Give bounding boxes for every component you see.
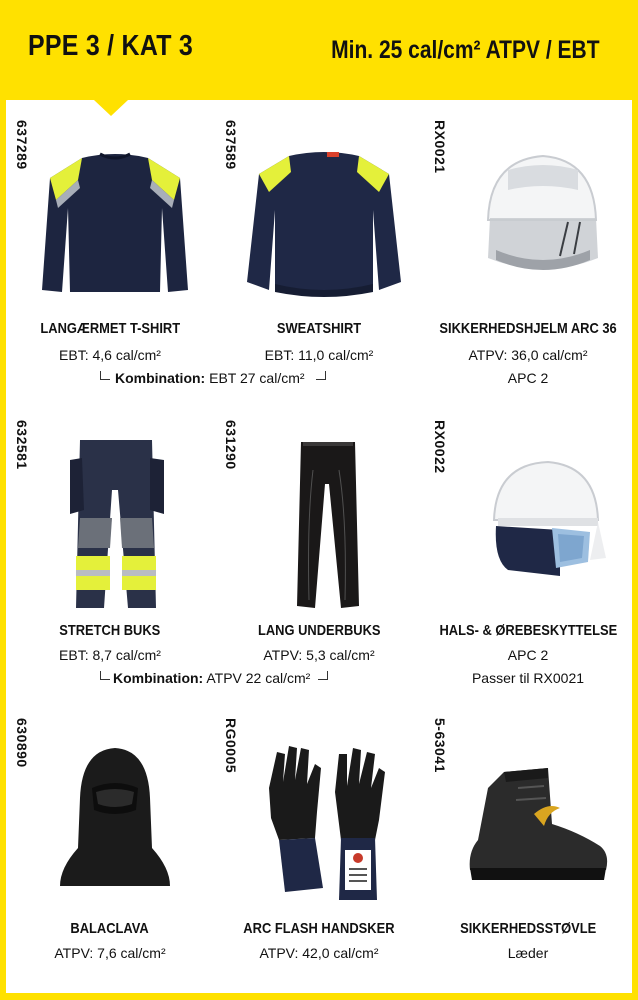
product-rating: EBT: 11,0 cal/cm² bbox=[264, 347, 374, 363]
product-rating: EBT: 4,6 cal/cm² bbox=[59, 347, 161, 363]
product-name: HALS- & ØREBESKYTTELSE bbox=[439, 622, 617, 639]
product-rating: ATPV: 36,0 cal/cm² bbox=[468, 347, 588, 363]
product-name: SIKKERHEDSSTØVLE bbox=[459, 920, 597, 937]
product-code: 632581 bbox=[14, 420, 30, 470]
product-name: LANGÆRMET T-SHIRT bbox=[40, 320, 180, 337]
product-code: RG0005 bbox=[223, 718, 239, 774]
combination-bracket-left bbox=[100, 671, 110, 680]
product-code: 630890 bbox=[14, 718, 30, 768]
product-name: BALACLAVA bbox=[70, 920, 150, 937]
product-code: 631290 bbox=[223, 420, 239, 470]
product-code: RX0022 bbox=[432, 420, 448, 474]
product-code: RX0021 bbox=[432, 120, 448, 174]
product-card bbox=[424, 420, 632, 718]
balaclava-icon bbox=[30, 728, 200, 908]
trousers-icon bbox=[30, 430, 200, 610]
product-card bbox=[215, 718, 423, 1000]
product-name: SIKKERHEDSHJELM ARC 36 bbox=[439, 320, 617, 337]
product-rating: ATPV: 5,3 cal/cm² bbox=[263, 647, 375, 663]
product-code: 637589 bbox=[223, 120, 239, 170]
product-rating-extra: APC 2 bbox=[507, 370, 549, 386]
neck-ear-protection-icon bbox=[448, 430, 618, 610]
combination-bracket-right bbox=[316, 371, 326, 380]
page-title: PPE 3 / KAT 3 bbox=[28, 30, 194, 62]
product-name: STRETCH BUKS bbox=[59, 622, 161, 639]
safety-boot-icon bbox=[448, 728, 618, 908]
product-name: ARC FLASH HANDSKER bbox=[243, 920, 395, 937]
product-card bbox=[424, 120, 632, 418]
sweatshirt-icon bbox=[239, 130, 409, 310]
product-name: LANG UNDERBUKS bbox=[257, 622, 381, 639]
helmet-visor-icon bbox=[448, 130, 618, 310]
product-rating: APC 2 bbox=[507, 647, 549, 663]
product-rating: ATPV: 42,0 cal/cm² bbox=[259, 945, 379, 961]
header bbox=[0, 0, 638, 100]
combination-bracket-right bbox=[318, 671, 328, 680]
product-code: 637289 bbox=[14, 120, 30, 170]
combination-bracket-left bbox=[100, 371, 110, 380]
product-rating: EBT: 8,7 cal/cm² bbox=[59, 647, 161, 663]
product-card bbox=[424, 718, 632, 1000]
long-underpants-icon bbox=[239, 430, 409, 610]
combination-note: Kombination: ATPV 22 cal/cm² bbox=[113, 670, 311, 686]
combination-note: Kombination: EBT 27 cal/cm² bbox=[115, 370, 305, 386]
product-card bbox=[6, 718, 214, 1000]
product-code: 5-63041 bbox=[432, 718, 448, 773]
product-rating: Læder bbox=[507, 945, 549, 961]
long-sleeve-shirt-icon bbox=[30, 130, 200, 310]
header-pointer bbox=[94, 100, 128, 116]
product-rating-extra: Passer til RX0021 bbox=[471, 670, 585, 686]
product-name: SWEATSHIRT bbox=[276, 320, 362, 337]
gloves-icon bbox=[239, 728, 409, 908]
product-rating: ATPV: 7,6 cal/cm² bbox=[54, 945, 166, 961]
page-subtitle: Min. 25 cal/cm² ATPV / EBT bbox=[331, 36, 600, 64]
